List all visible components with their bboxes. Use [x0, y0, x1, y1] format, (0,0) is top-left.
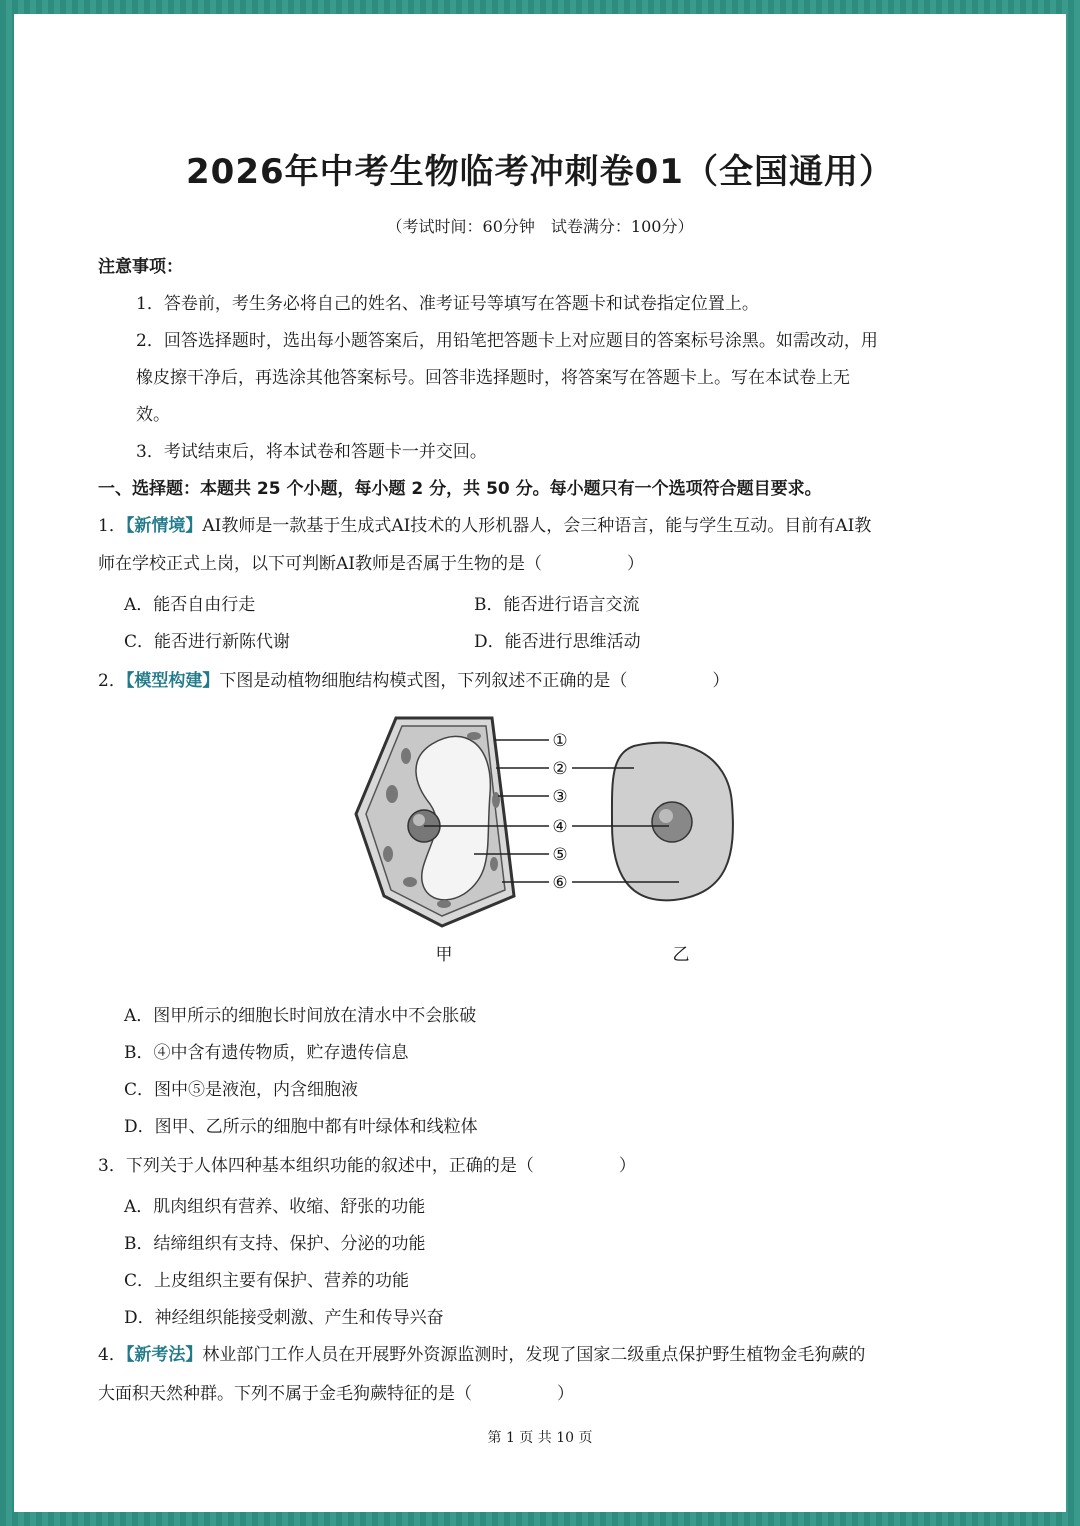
question-2 — [98, 666, 729, 691]
label-2: ② — [552, 759, 568, 779]
question-1 — [98, 511, 871, 536]
question-number: 4． — [98, 1345, 126, 1365]
section-heading: 一、选择题：本题共 25 个小题，每小题 2 分，共 50 分。每小题只有一个选项符合题目要求。 — [98, 479, 822, 499]
question-tag: 【新情境】 — [125, 516, 203, 536]
notice-1: 1．答卷前，考生务必将自己的姓名、准考证号等填写在答题卡和试卷指定位置上。 — [136, 294, 759, 314]
label-4: ④ — [552, 817, 568, 837]
animal-cell — [612, 743, 733, 901]
q1-option-c: C．能否进行新陈代谢 — [124, 632, 291, 652]
question-text: 下图是动植物细胞结构模式图，下列叙述不正确的是（ ） — [219, 671, 730, 691]
page-footer: 第 1 页 共 10 页 — [487, 1430, 593, 1446]
q2-option-a: A．图甲所示的细胞长时间放在清水中不会胀破 — [124, 1006, 477, 1026]
exam-info: （考试时间：60分钟 试卷满分：100分） — [386, 217, 694, 236]
notice-2: 2．回答选择题时，选出每小题答案后，用铅笔把答题卡上对应题目的答案标号涂黑。如需改动，用 — [136, 331, 878, 351]
q1-option-a: A．能否自由行走 — [124, 595, 256, 615]
caption-yi: 乙 — [672, 945, 690, 965]
q3-option-c: C．上皮组织主要有保护、营养的功能 — [124, 1271, 410, 1291]
page-title: 2026年中考生物临考冲刺卷01（全国通用） — [186, 152, 894, 192]
question-3: 3．下列关于人体四种基本组织功能的叙述中，正确的是（ ） — [98, 1156, 636, 1176]
plant-cell — [356, 718, 514, 926]
label-6: ⑥ — [552, 873, 568, 893]
question-number: 2． — [98, 671, 126, 691]
q2-option-d: D．图甲、乙所示的细胞中都有叶绿体和线粒体 — [124, 1117, 478, 1137]
question-number: 1． — [98, 516, 126, 536]
q1-option-b: B．能否进行语言交流 — [474, 595, 640, 615]
label-5: ⑤ — [552, 845, 568, 865]
cell-diagram — [344, 704, 764, 974]
notice-2-end: 效。 — [136, 405, 170, 425]
notice-heading: 注意事项： — [98, 257, 183, 277]
label-3: ③ — [552, 787, 568, 807]
q1-option-d: D．能否进行思维活动 — [474, 632, 641, 652]
caption-jia: 甲 — [435, 945, 453, 965]
q3-option-a: A．肌肉组织有营养、收缩、舒张的功能 — [124, 1197, 426, 1217]
q2-option-b: B．④中含有遗传物质，贮存遗传信息 — [124, 1043, 409, 1063]
question-tag: 【模型构建】 — [125, 671, 220, 691]
q3-option-b: B．结缔组织有支持、保护、分泌的功能 — [124, 1234, 426, 1254]
notice-2-cont: 橡皮擦干净后，再选涂其他答案标号。回答非选择题时，将答案写在答题卡上。写在本试卷上无 — [136, 368, 850, 388]
question-text: 林业部门工作人员在开展野外资源监测时，发现了国家二级重点保护野生植物金毛狗蕨的 — [202, 1345, 866, 1365]
question-tag: 【新考法】 — [125, 1345, 203, 1365]
question-1-cont: 师在学校正式上岗，以下可判断AI教师是否属于生物的是（ ） — [98, 554, 644, 574]
question-4-cont: 大面积天然种群。下列不属于金毛狗蕨特征的是（ ） — [98, 1384, 574, 1404]
question-4 — [98, 1340, 865, 1365]
question-text: AI教师是一款基于生成式AI技术的人形机器人，会三种语言，能与学生互动。目前有AI教 — [202, 516, 872, 536]
q3-option-d: D．神经组织能接受刺激、产生和传导兴奋 — [124, 1308, 444, 1328]
exam-page — [14, 14, 1066, 1512]
notice-3: 3．考试结束后，将本试卷和答题卡一并交回。 — [136, 442, 487, 462]
q2-option-c: C．图中⑤是液泡，内含细胞液 — [124, 1080, 359, 1100]
label-1: ① — [552, 731, 568, 751]
